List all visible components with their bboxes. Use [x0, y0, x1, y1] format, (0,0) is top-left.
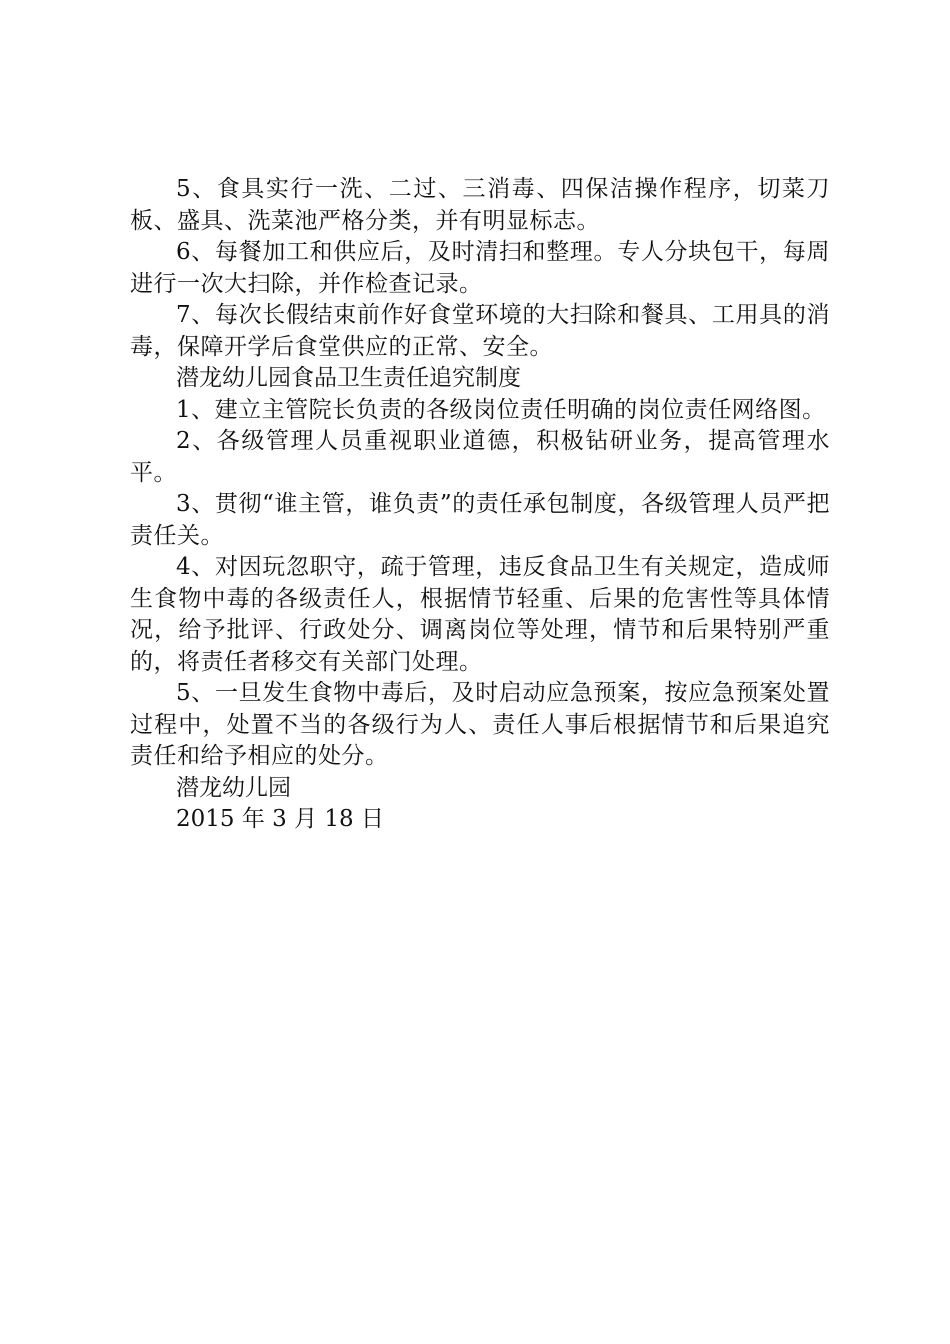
section-paragraph-1: 1、建立主管院长负责的各级岗位责任明确的岗位责任网络图。	[176, 396, 826, 423]
paragraph-1: 5、食具实行一洗、二过、三消毒、四保洁操作程序，切菜刀板、盛具、洗菜池严格分类，并有明显标志。	[130, 176, 830, 234]
section-paragraph-5: 5、一旦发生食物中毒后，及时启动应急预案，按应急预案处置过程中，处置不当的各级行为人、责任人事后根据情节和后果追究责任和给予相应的处分。	[130, 680, 830, 769]
section-paragraph-3: 3、贯彻“谁主管，谁负责”的责任承包制度，各级管理人员严把责任关。	[130, 491, 830, 549]
document-page	[130, 174, 830, 836]
paragraph-3: 7、每次长假结束前作好食堂环境的大扫除和餐具、工用具的消毒，保障开学后食堂供应的正常、安全。	[130, 302, 830, 360]
section-paragraph-2: 2、各级管理人员重视职业道德，积极钻研业务，提高管理水平。	[130, 428, 830, 486]
section-title: 潜龙幼儿园食品卫生责任追究制度	[176, 365, 521, 391]
date: 2015 年 3 月 18 日	[176, 806, 384, 832]
paragraph-2: 6、每餐加工和供应后，及时清扫和整理。专人分块包干，每周进行一次大扫除，并作检查记录。	[130, 239, 830, 297]
signature: 潜龙幼儿园	[176, 774, 291, 801]
section-paragraph-4: 4、对因玩忽职守，疏于管理，违反食品卫生有关规定，造成师生食物中毒的各级责任人，根据情节轻重、后果的危害性等具体情况，给予批评、行政处分、调离岗位等处理，情节和后果特别严重的，将责任者移交有关部门处理。	[130, 554, 830, 675]
